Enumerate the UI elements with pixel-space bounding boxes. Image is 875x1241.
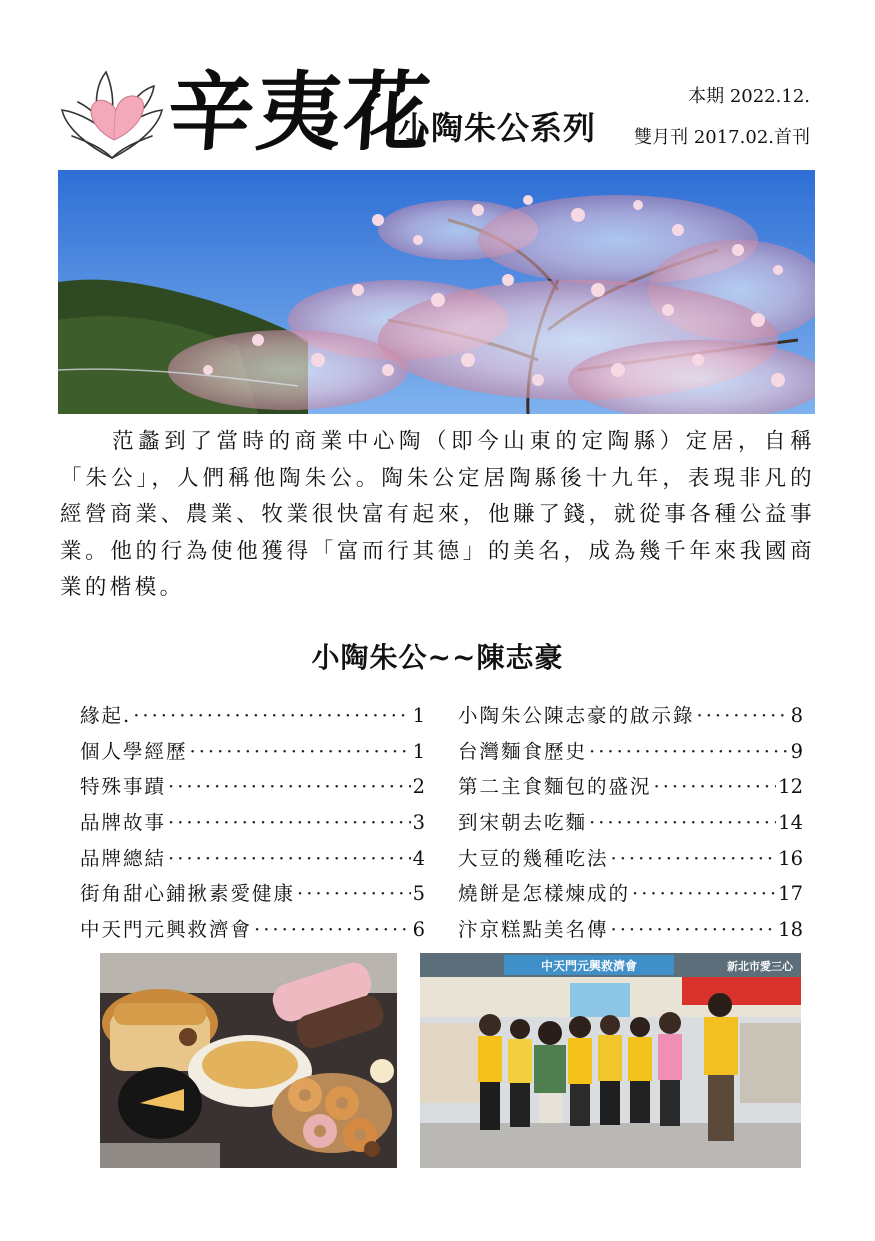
toc-entry-title: 到宋朝去吃麵 <box>458 811 588 835</box>
newsletter-title: 辛夷花 <box>164 62 436 163</box>
toc-entry-page: 17 <box>778 882 803 906</box>
toc-leader-dots <box>611 847 777 870</box>
toc-leader-dots <box>632 882 776 905</box>
intro-paragraph: 范蠡到了當時的商業中心陶（即今山東的定陶縣）定居，自稱「朱公」，人們稱他陶朱公。陶朱公定居陶縣後十九年，表現非凡的經營商業、農業、牧業很快富有起來，他賺了錢，就從事各種公益事業。他的行為使他獲得「富而行其德」的美名，成為幾千年來我國商業的楷模。 <box>60 429 815 600</box>
toc-entry-title: 個人學經歷 <box>80 739 188 763</box>
toc-entry-title: 小陶朱公陳志豪的啟示錄 <box>458 704 695 727</box>
group-volunteers-photo <box>420 953 801 1168</box>
magnolia-tree-photo <box>58 170 815 414</box>
toc-entry-title: 街角甜心鋪揪素愛健康 <box>80 882 296 906</box>
toc-entry-title: 大豆的幾種吃法 <box>458 846 609 870</box>
toc-leader-dots <box>611 918 777 941</box>
toc-entry[interactable] <box>458 736 803 772</box>
toc-entry-page: 1 <box>412 704 425 727</box>
toc-left-column <box>80 700 425 950</box>
toc-entry-title: 品牌總結 <box>80 846 167 870</box>
toc-entry[interactable] <box>80 843 425 879</box>
toc-leader-dots <box>168 811 411 834</box>
toc-entry-title: 第二主食麵包的盛況 <box>458 775 652 799</box>
toc-entry-page: 18 <box>778 918 803 942</box>
toc-entry-title: 緣起. <box>80 704 132 727</box>
toc-entry-page: 9 <box>790 739 803 763</box>
toc-leader-dots <box>168 775 411 798</box>
issue-first: 雙月刊 2017.02.首刊 <box>634 127 810 148</box>
toc-entry[interactable] <box>80 700 425 736</box>
toc-entry-title: 中天門元興救濟會 <box>80 918 253 942</box>
toc-entry-title: 燒餅是怎樣煉成的 <box>458 882 631 906</box>
toc-leader-dots <box>697 704 789 727</box>
toc-entry[interactable] <box>80 878 425 914</box>
banner-right-text: 新北市愛三心 <box>727 960 793 973</box>
bread-products-photo <box>100 953 397 1168</box>
toc-leader-dots <box>168 847 411 870</box>
toc-entry[interactable] <box>80 736 425 772</box>
toc-entry-page: 1 <box>412 739 425 763</box>
issue-current: 本期 2022.12. <box>688 86 810 107</box>
toc-leader-dots <box>133 704 410 727</box>
toc-entry-title: 汴京糕點美名傳 <box>458 918 609 942</box>
toc-entry-page: 3 <box>412 811 425 835</box>
toc-entry[interactable] <box>458 700 803 736</box>
toc-entry-page: 6 <box>412 918 425 942</box>
toc-entry-page: 8 <box>790 704 803 727</box>
toc-entry[interactable] <box>458 771 803 807</box>
toc-entry[interactable] <box>80 807 425 843</box>
toc-entry-page: 12 <box>778 775 803 799</box>
toc-leader-dots <box>589 740 789 763</box>
toc-entry-title: 特殊事蹟 <box>80 775 167 799</box>
toc-entry-page: 2 <box>412 775 425 799</box>
toc-leader-dots <box>654 775 777 798</box>
magnolia-flower-logo-icon <box>58 66 166 166</box>
toc-leader-dots <box>190 740 411 763</box>
section-heading: 小陶朱公~~陳志豪 <box>311 641 564 674</box>
toc-leader-dots <box>254 918 411 941</box>
banner-main-text: 中天門元興救濟會 <box>540 959 638 973</box>
toc-right-column <box>458 700 803 950</box>
toc-entry[interactable] <box>458 807 803 843</box>
toc-entry-title: 品牌故事 <box>80 811 167 835</box>
toc-leader-dots <box>589 811 776 834</box>
toc-entry[interactable] <box>458 878 803 914</box>
toc-entry[interactable] <box>80 914 425 950</box>
toc-entry[interactable] <box>458 843 803 879</box>
toc-entry-page: 14 <box>778 811 803 835</box>
toc-entry-page: 5 <box>412 882 425 906</box>
newsletter-subtitle: 小陶朱公系列 <box>398 109 597 147</box>
toc-entry[interactable] <box>458 914 803 950</box>
toc-entry-title: 台灣麵食歷史 <box>458 739 588 763</box>
toc-entry-page: 16 <box>778 846 803 870</box>
toc-entry[interactable] <box>80 771 425 807</box>
toc-leader-dots <box>297 882 411 905</box>
toc-entry-page: 4 <box>412 846 425 870</box>
